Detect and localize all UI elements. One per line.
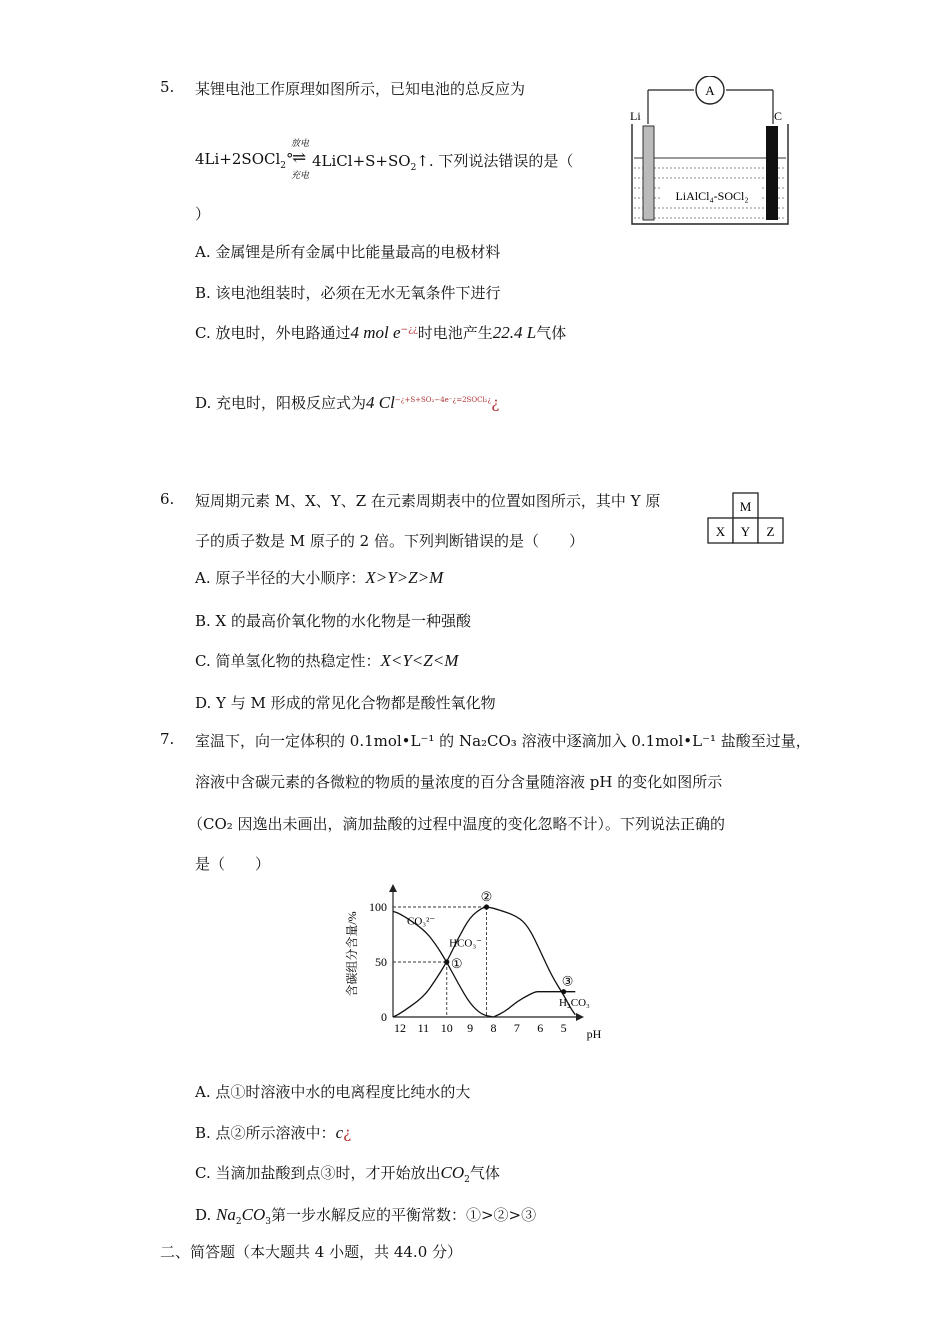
q6-stem-line2: 子的质子数是 M 原子的 2 倍。下列判断错误的是（ ） (195, 532, 584, 550)
eq-degree: ° (286, 150, 294, 168)
math-co: CO (241, 1205, 266, 1224)
option-d-prefix: D. 充电时，阳极反应式为 (195, 394, 367, 412)
x-tick-label: 12 (394, 1021, 407, 1035)
series-label: HCO₃⁻ (449, 937, 482, 950)
option-b-prefix: B. 点②所示溶液中： (195, 1124, 336, 1142)
x-tick-label: 5 (560, 1021, 567, 1035)
electrolyte-label: LiAlCl₄-SOCl₂ (675, 189, 749, 203)
q5-stem-line2: . 下列说法错误的是（ (428, 152, 574, 170)
section-2-heading: 二、简答题（本大题共 4 小题，共 44.0 分） (160, 1243, 463, 1261)
q7-stem-line4: 是（ ） (195, 855, 271, 873)
q5-number: 5. (160, 78, 175, 96)
y-tick-label: 50 (375, 955, 387, 969)
q6-option-a[interactable] (195, 567, 443, 588)
q7-number: 7. (160, 730, 175, 748)
y-tick-label: 0 (381, 1010, 387, 1024)
x-tick-label: 9 (467, 1021, 474, 1035)
q7-stem-line3: （CO₂ 因逸出未画出，滴加盐酸的过程中温度的变化忽略不计）。下列说法正确的 (188, 815, 726, 833)
marker-label: ③ (561, 973, 574, 989)
math-4Cl: 4 Cl (366, 393, 395, 412)
ammeter-label: A (705, 83, 715, 98)
math-stability-order: X<Y<Z<M (380, 651, 459, 670)
q7-option-c[interactable] (195, 1162, 500, 1185)
li-electrode-label: Li (630, 109, 641, 123)
li-electrode (643, 126, 654, 220)
math-end-b: ¿ (343, 1124, 352, 1142)
q5-option-c[interactable] (195, 322, 566, 343)
math-4mol-e: 4 mol e (350, 323, 401, 342)
option-c-prefix: C. 简单氢化物的热稳定性： (195, 652, 381, 670)
y-tick-label: 100 (369, 900, 387, 914)
x-tick-label: 10 (440, 1021, 453, 1035)
marker-dot (444, 959, 449, 964)
series-label: H₂CO₃ (558, 997, 590, 1009)
q6-option-b[interactable]: B. X 的最高价氧化物的水化物是一种强酸 (195, 612, 472, 630)
q7-option-b[interactable] (195, 1122, 351, 1143)
x-tick-label: 6 (537, 1021, 544, 1035)
math-co-sub: 3 (265, 1217, 271, 1227)
x-tick-label: 11 (417, 1021, 430, 1035)
q6-option-d[interactable]: D. Y 与 M 形成的常见化合物都是酸性氧化物 (195, 694, 496, 712)
q5-option-d[interactable] (195, 392, 499, 413)
marker-label: ② (480, 889, 493, 904)
periodic-table-fragment (706, 492, 784, 548)
ph-distribution-chart (336, 882, 616, 1042)
cell-m: M (739, 499, 752, 514)
q6-option-c[interactable] (195, 650, 458, 671)
math-co2-sub: 2 (464, 1175, 470, 1185)
x-axis-arrow-icon (576, 1013, 584, 1021)
q6-stem-line1: 短周期元素 M、X、Y、Z 在元素周期表中的位置如图所示，其中 Y 原 (195, 492, 661, 510)
q7-stem-line1: 室温下，向一定体积的 0.1mol•L⁻¹ 的 Na₂CO₃ 溶液中逐滴加入 0.1mol•L⁻¹ 盐酸至过量， (195, 732, 811, 750)
option-c-post: 气体 (469, 1164, 500, 1182)
q6-number: 6. (160, 490, 175, 508)
arrow-bottom-label: 充电 (291, 171, 310, 181)
option-d-post: 第一步水解反应的平衡常数：①>②>③ (270, 1206, 537, 1224)
math-c: c (335, 1123, 344, 1142)
math-22-4-L: 22.4 L (492, 323, 537, 342)
arrow-top-label: 放电 (291, 139, 310, 149)
option-d-prefix: D. (195, 1206, 217, 1224)
x-tick-label: 8 (490, 1021, 497, 1035)
series-label: CO₃²⁻ (407, 915, 436, 928)
x-tick-label: 7 (513, 1021, 520, 1035)
q5-option-b[interactable]: B. 该电池组装时，必须在无水无氧条件下进行 (195, 284, 501, 302)
eq-right: 4LiCl+S+SO (312, 152, 411, 170)
option-a-prefix: A. 原子半径的大小顺序： (195, 569, 366, 587)
cell-x: X (715, 524, 726, 539)
battery-diagram (628, 76, 793, 228)
math-na: Na (216, 1205, 236, 1224)
math-sup-d: −¿+S+SO₂−4e⁻¿=2SOCl₂¿ (394, 396, 492, 404)
reversible-arrow-icon: ⇌ (292, 148, 307, 168)
marker-dot (484, 904, 489, 909)
option-c-mid: 时电池产生 (417, 324, 493, 342)
q7-option-d[interactable] (195, 1204, 536, 1227)
math-radius-order: X>Y>Z>M (365, 568, 444, 587)
option-c-prefix: C. 当滴加盐酸到点③时，才开始放出 (195, 1164, 441, 1182)
math-end-d: ¿ (491, 394, 500, 412)
q7-option-a[interactable]: A. 点①时溶液中水的电离程度比纯水的大 (195, 1083, 471, 1101)
q5-equation (195, 136, 615, 182)
eq-left-sub: 2 (280, 161, 286, 171)
carbon-electrode (766, 126, 778, 220)
marker-label: ① (450, 956, 463, 971)
eq-left: 4Li+2SOCl (195, 150, 281, 168)
q5-option-a[interactable]: A. 金属锂是所有金属中比能量最高的电极材料 (195, 243, 501, 261)
cell-z: Z (766, 524, 775, 539)
gas-up-arrow-icon: ↑ (416, 152, 429, 170)
math-na-sub: 2 (235, 1217, 242, 1227)
option-c-prefix: C. 放电时，外电路通过 (195, 324, 351, 342)
q5-stem-line3: ） (195, 205, 211, 223)
q7-stem-line2: 溶液中含碳元素的各微粒的物质的量浓度的百分含量随溶液 pH 的变化如图所示 (195, 773, 723, 791)
marker-dot (561, 989, 566, 994)
y-axis-arrow-icon (389, 884, 397, 892)
cell-y: Y (740, 524, 751, 539)
q5-stem-line1: 某锂电池工作原理如图所示，已知电池的总反应为 (195, 80, 526, 98)
c-electrode-label: C (774, 109, 783, 123)
math-co2: CO (440, 1163, 465, 1182)
chart-xlabel: pH (586, 1027, 602, 1041)
math-sup: −¿¿ (400, 325, 418, 335)
eq-right-sub: 2 (410, 163, 417, 173)
option-c-post: 气体 (536, 324, 567, 342)
chart-ylabel: 含碳组分含量/% (345, 911, 359, 997)
